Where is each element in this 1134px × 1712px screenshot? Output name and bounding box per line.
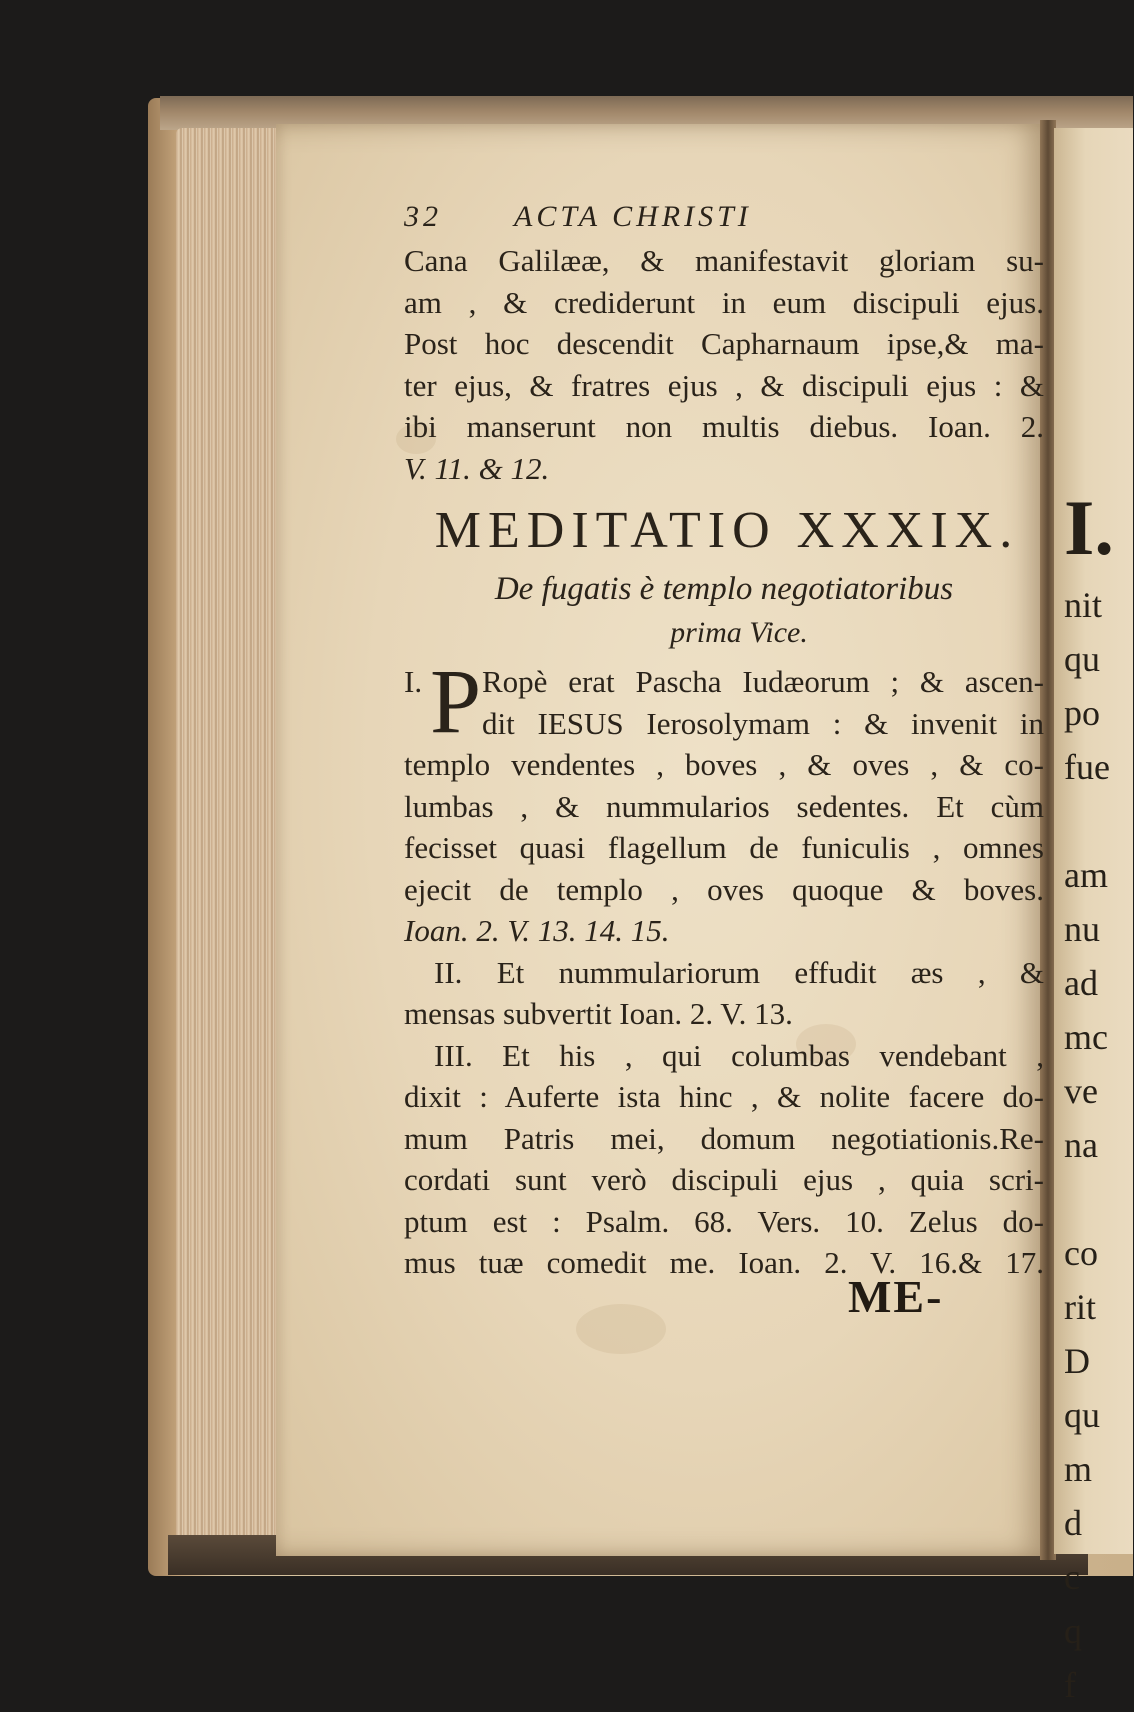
right-page-line: d [1064,1503,1082,1543]
right-page-line: po [1064,693,1100,733]
running-title: ACTA CHRISTI [514,200,752,233]
page-text [404,196,1044,1284]
text-line: ptum est : Psalm. 68. Vers. 10. Zelus do- [404,1203,1044,1239]
text-line: mus tuæ comedit me. Ioan. 2. V. 16.& 17. [404,1245,1044,1280]
right-page-line: na [1064,1125,1098,1165]
text-line: fecisset quasi flagellum de funiculis , omnes [404,830,1044,865]
text-line: Cana Galilææ, & manifestavit gloriam su- [404,243,1044,278]
text-line: templo vendentes , boves , & oves , & co- [404,747,1044,782]
right-page-line: D [1064,1341,1090,1381]
right-page-line: mc [1064,1017,1108,1057]
right-page-line: co [1064,1233,1098,1273]
text-line: Post hoc descendit Capharnaum ipse,& ma- [404,326,1044,361]
text-line: ibi manserunt non multis diebus. Ioan. 2. [404,409,1044,444]
foxing-spot [576,1304,666,1354]
text-line: am , & crediderunt in eum discipuli ejus. [404,284,1044,320]
right-page-line: am [1064,855,1108,895]
text-line: mum Patris mei, domum negotiationis.Re- [404,1120,1044,1156]
right-page-line: q [1064,1611,1082,1651]
meditation-title: MEDITATIO XXXIX. [434,502,1020,559]
text-line: ter ejus, & fratres ejus , & discipuli ejus : & [404,367,1044,403]
text-line: cordati sunt verò discipuli ejus , quia scri- [404,1162,1044,1197]
text-line: dixit : Auferte ista hinc , & nolite facere do- [404,1079,1044,1114]
right-page-line: f [1064,1665,1076,1705]
paragraph-2 [404,952,1044,1035]
right-page-text [1064,484,1134,1712]
right-page-line: fue [1064,747,1110,787]
right-page-heading: I. [1064,484,1114,571]
drop-capital: P [430,650,482,752]
text-line: mensas subvertit Ioan. 2. V. 13. [404,996,793,1031]
catchword: ME- [848,1271,944,1322]
right-page-line: nit [1064,585,1103,625]
meditation-subtitle-continued: prima Vice. [670,616,808,649]
right-page-line: qu [1064,639,1100,679]
running-head [404,196,1044,240]
scripture-reference: V. 11. & 12. [404,450,550,486]
page-edges [176,128,286,1560]
right-page-line: m [1064,1449,1093,1489]
right-page-line: nu [1064,909,1100,949]
paragraph-numeral: I. [404,664,423,699]
text-line: Ropè erat Pascha Iudæorum ; & ascen- [482,664,1044,699]
text-line: II. Et nummulariorum effudit æs , & [434,954,1044,990]
right-page-line: qu [1064,1395,1100,1435]
right-page-line: ve [1064,1071,1098,1111]
page-number: 32 [404,200,442,233]
paragraph-3 [404,1035,1044,1284]
scripture-reference: Ioan. 2. V. 13. 14. 15. [404,913,670,948]
text-line: ejecit de templo , oves quoque & boves. [404,871,1044,907]
text-line: III. Et his , qui columbas vendebant , [434,1037,1044,1073]
meditation-subtitle: De fugatis è templo negotiatoribus [494,571,954,607]
right-page-line: rit [1064,1287,1096,1327]
right-page-line [1064,794,1134,848]
right-page-fragment [1054,128,1133,1705]
text-line: dit IESUS Ierosolymam : & invenit in [482,705,1044,741]
text-line: lumbas , & nummularios sedentes. Et cùm [404,788,1044,824]
paragraph-1 [404,650,1044,952]
right-page-line: c [1064,1557,1080,1597]
right-page-line: ad [1064,963,1098,1003]
right-page-line [1064,1172,1134,1226]
